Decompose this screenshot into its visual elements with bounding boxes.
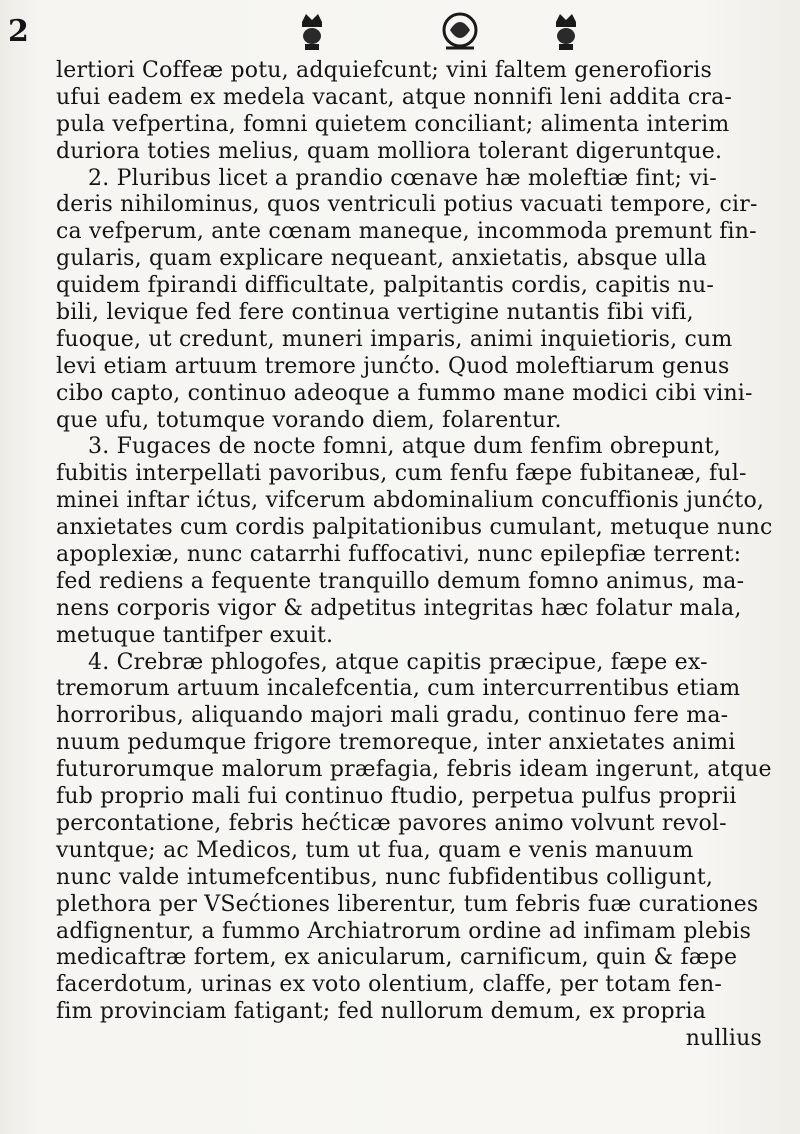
text-line: ca vefperum, ante cœnam maneque, incommoda premunt fin- <box>56 219 757 245</box>
text-line: que ufu, totumque vorando diem, folarentur. <box>56 407 562 433</box>
text-line: anxietates cum cordis palpitationibus cumulant, metuque nunc <box>56 515 773 541</box>
text-line: fub proprio mali fui continuo ftudio, perpetua pulfus proprii <box>56 784 737 810</box>
page-number: 2 <box>8 14 29 49</box>
text-line: fuoque, ut credunt, muneri imparis, animi inquietioris, cum <box>56 326 733 352</box>
text-line: minei inftar ićtus, vifcerum abdominalium concuffionis junćto, <box>56 488 765 514</box>
text-line: bili, levique fed fere continua vertigine nutantis fibi vifi, <box>56 300 694 326</box>
crown-ornament-icon <box>552 8 580 54</box>
text-line: fim provinciam fatigant; fed nullorum demum, ex propria <box>56 999 707 1025</box>
body-text <box>56 58 774 1053</box>
paragraph-start-line: 2. Pluribus licet a prandio cœnave hæ moleftiæ fint; vi- <box>88 165 717 191</box>
text-line: pula vefpertina, fomni quietem conciliant; alimenta interim <box>56 111 730 137</box>
text-line: nuum pedumque frigore tremoreque, inter anxietates animi <box>56 730 736 756</box>
text-line: vuntque; ac Medicos, tum ut fua, quam e venis manuum <box>56 837 694 863</box>
text-line: quidem fpirandi difficultate, palpitantis cordis, capitis nu- <box>56 273 714 299</box>
crown-ornament-icon <box>298 8 326 54</box>
text-line: cibo capto, continuo adeoque a fummo mane modici cibi vini- <box>56 380 753 406</box>
text-line: nunc valde intumefcentibus, nunc fubfidentibus colligunt, <box>56 864 714 890</box>
dragon-ornament-icon <box>440 8 480 54</box>
text-line: duriora toties melius, quam molliora tolerant digeruntque. <box>56 138 723 164</box>
text-line: futurorumque malorum præfagia, febris ideam ingerunt, atque <box>56 757 772 783</box>
text-line: deris nihilominus, quos ventriculi potius vacuati tempore, cir- <box>56 192 758 218</box>
page-header <box>0 0 800 62</box>
paragraph-start-line: 4. Crebræ phlogofes, atque capitis præcipue, fæpe ex- <box>88 649 708 675</box>
text-line: lertiori Coffeæ potu, adquiefcunt; vini faltem generofioris <box>56 58 712 83</box>
text-line: medicaftræ fortem, ex anicularum, carnificum, quin & fæpe <box>56 945 738 971</box>
text-line: fed rediens a fequente tranquillo demum fomno animus, ma- <box>56 568 745 594</box>
text-line: gularis, quam explicare nequeant, anxietatis, absque ulla <box>56 246 707 272</box>
text-line: horroribus, aliquando majori mali gradu, continuo fere ma- <box>56 703 729 729</box>
text-line: plethora per VSećtiones liberentur, tum febris fuæ curationes <box>56 891 759 917</box>
header-ornaments <box>280 8 580 58</box>
text-line: apoplexiæ, nunc catarrhi fuffocativi, nunc epilepfiæ terrent: <box>56 542 742 568</box>
text-line: tremorum artuum incalefcentia, cum intercurrentibus etiam <box>56 676 741 702</box>
text-line: metuque tantifper exuit. <box>56 622 334 648</box>
text-line: ufui eadem ex medela vacant, atque nonnifi leni addita cra- <box>56 84 733 110</box>
text-line: nens corporis vigor & adpetitus integritas hæc folatur mala, <box>56 595 742 621</box>
text-line: levi etiam artuum tremore junćto. Quod moleftiarum genus <box>56 353 730 379</box>
paragraph-start-line: 3. Fugaces de nocte fomni, atque dum fenfim obrepunt, <box>88 434 721 460</box>
text-line: facerdotum, urinas ex voto olentium, claffe, per totam fen- <box>56 972 722 998</box>
catchword: nullius <box>685 1026 762 1052</box>
text-line: adfignentur, a fummo Archiatrorum ordine ad infimam plebis <box>56 918 752 944</box>
text-line: fubitis interpellati pavoribus, cum fenfu fæpe fubitaneæ, ful- <box>56 461 747 487</box>
text-line: percontatione, febris hećticæ pavores animo volvunt revol- <box>56 810 727 836</box>
